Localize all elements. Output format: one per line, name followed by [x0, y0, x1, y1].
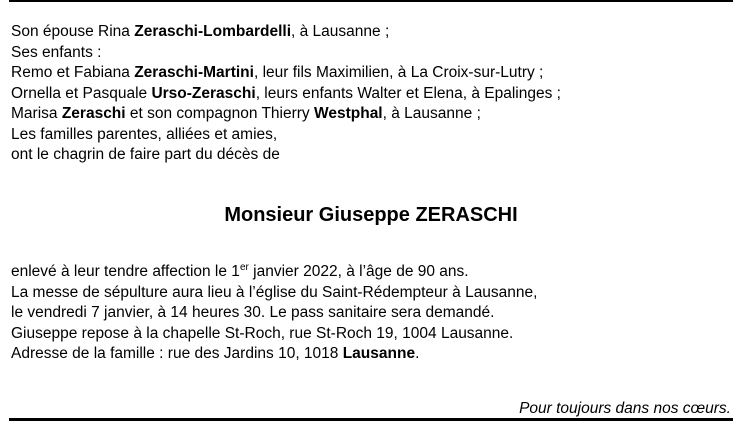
bottom-divider [9, 418, 733, 421]
partner-surname: Westphal [314, 105, 383, 122]
passing-line [11, 262, 537, 283]
ordinal-superscript: er [239, 262, 249, 273]
spouse-surname: Zeraschi-Lombardelli [134, 23, 291, 40]
child-surname: Zeraschi-Martini [134, 64, 254, 81]
child-names: Marisa [11, 105, 62, 122]
child-details: , leurs enfants Walter et Elena, à Epalinges ; [255, 84, 561, 102]
deceased-name: Monsieur Giuseppe ZERASCHI [224, 204, 518, 226]
child-names: Remo et Fabiana [11, 64, 135, 81]
child-names: Ornella et Pasquale [11, 84, 152, 102]
top-divider [9, 0, 733, 2]
child-details: , à Lausanne ; [382, 105, 481, 122]
passing-date-age: janvier 2022, à l’âge de 90 ans. [248, 263, 469, 280]
family-address-line [11, 344, 537, 365]
spouse-line [11, 22, 561, 43]
child-line-marisa [11, 104, 561, 125]
child-line-remo [11, 63, 561, 84]
child-surname: Zeraschi [61, 105, 126, 122]
children-heading: Ses enfants : [11, 43, 102, 61]
service-details [11, 262, 537, 365]
spouse-text: Son épouse Rina [11, 23, 135, 40]
address-period: . [415, 345, 420, 362]
mass-line: La messe de sépulture aura lieu à l’église du Saint-Rédempteur à Lausanne, [11, 283, 538, 301]
child-line-ornella [11, 84, 561, 105]
passing-text: enlevé à leur tendre affection le 1 [11, 263, 240, 280]
spouse-location: , à Lausanne ; [291, 23, 390, 40]
child-surname: Urso-Zeraschi [151, 84, 256, 102]
address-city: Lausanne [342, 345, 416, 362]
address-text: Adresse de la famille : rue des Jardins 10, 1018 [11, 345, 343, 362]
families-line: Les familles parentes, alliées et amies, [11, 125, 278, 143]
announcement-line: ont le chagrin de faire part du décès de [11, 146, 280, 163]
mass-time-line: le vendredi 7 janvier, à 14 heures 30. Le pass sanitaire sera demandé. [11, 304, 495, 321]
family-list [11, 22, 561, 166]
chapel-line: Giuseppe repose à la chapelle St-Roch, rue St-Roch 19, 1004 Lausanne. [11, 324, 514, 342]
child-details: , leur fils Maximilien, à La Croix-sur-Lutry ; [253, 64, 544, 81]
partner-text: et son compagnon Thierry [125, 105, 314, 122]
closing-phrase: Pour toujours dans nos cœurs. [519, 400, 731, 417]
